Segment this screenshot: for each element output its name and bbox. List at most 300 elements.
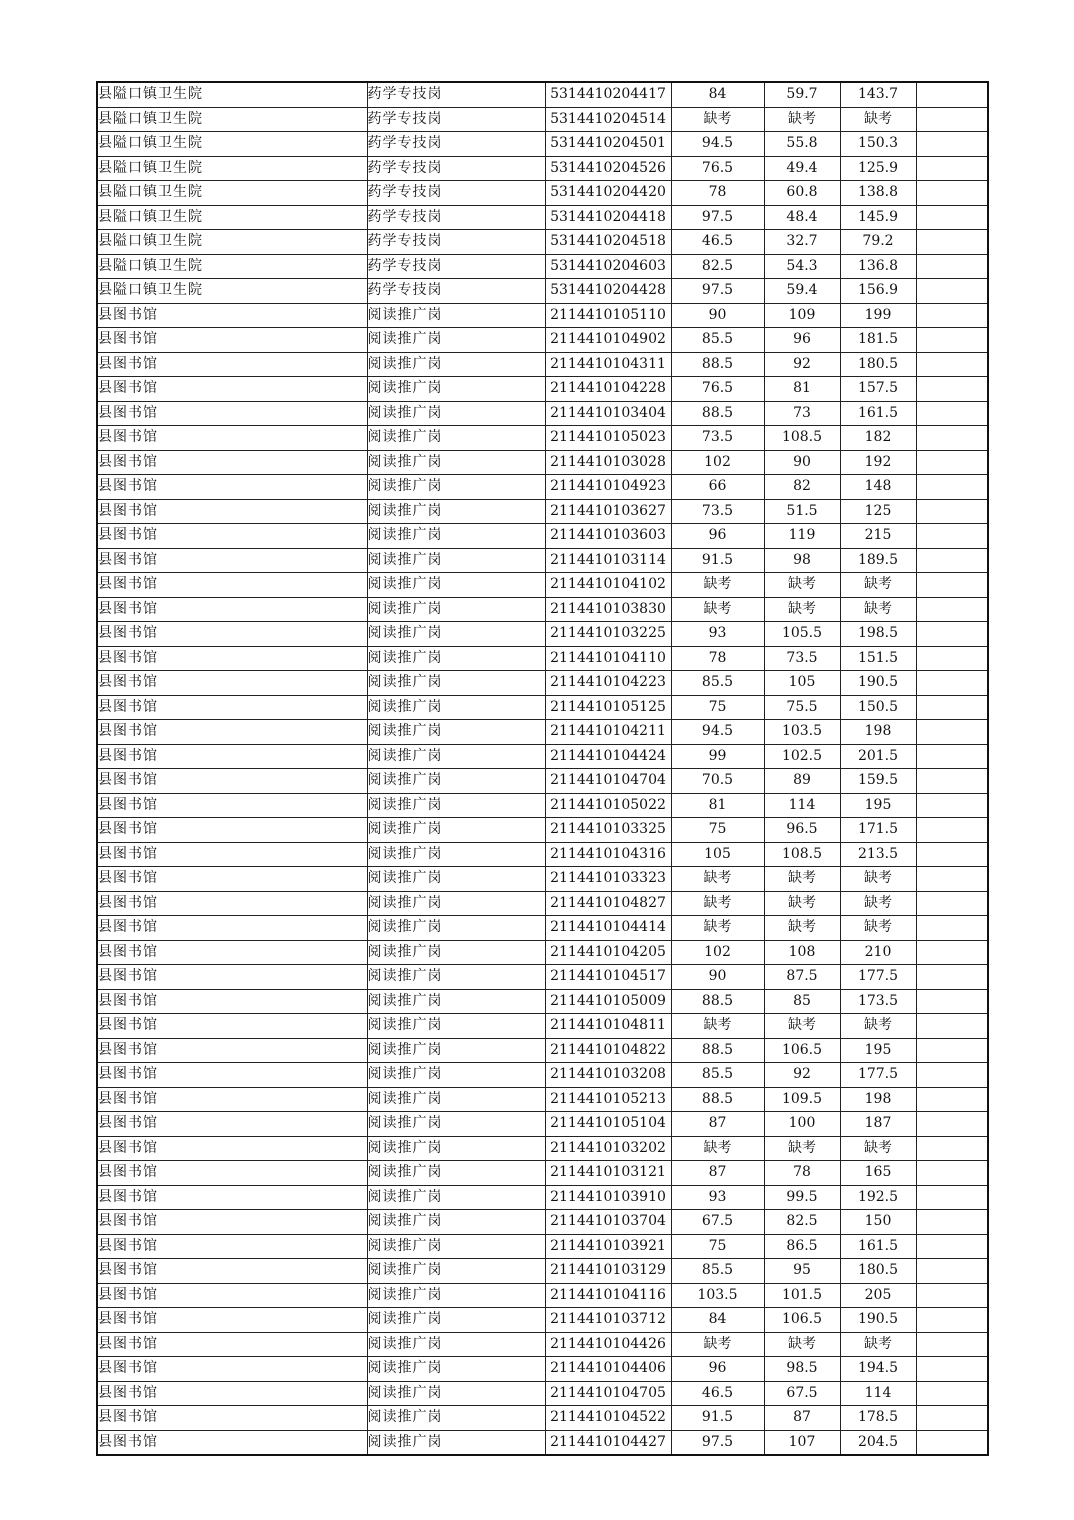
table-row — [97, 1381, 988, 1406]
score-1-cell: 缺考 — [671, 597, 764, 622]
total-score-cell: 161.5 — [840, 1234, 916, 1259]
position-cell: 阅读推广岗 — [367, 548, 545, 573]
score-2-cell: 59.4 — [764, 279, 840, 304]
position-cell: 药学专技岗 — [367, 82, 545, 107]
score-1-cell: 90 — [671, 965, 764, 990]
remark-cell — [916, 377, 988, 402]
exam-number-cell: 2114410105009 — [545, 989, 671, 1014]
score-2-cell: 109 — [764, 303, 840, 328]
score-2-cell: 缺考 — [764, 1332, 840, 1357]
remark-cell — [916, 916, 988, 941]
total-score-cell: 180.5 — [840, 352, 916, 377]
remark-cell — [916, 548, 988, 573]
employer-cell: 县图书馆 — [97, 1357, 367, 1382]
score-1-cell: 46.5 — [671, 230, 764, 255]
score-2-cell: 105.5 — [764, 622, 840, 647]
remark-cell — [916, 1185, 988, 1210]
remark-cell — [916, 1381, 988, 1406]
position-cell: 阅读推广岗 — [367, 989, 545, 1014]
table-row — [97, 573, 988, 598]
score-1-cell: 75 — [671, 1234, 764, 1259]
table-row — [97, 720, 988, 745]
score-2-cell: 95 — [764, 1259, 840, 1284]
exam-number-cell: 2114410103404 — [545, 401, 671, 426]
score-2-cell: 114 — [764, 793, 840, 818]
score-1-cell: 78 — [671, 181, 764, 206]
total-score-cell: 204.5 — [840, 1430, 916, 1455]
total-score-cell: 缺考 — [840, 107, 916, 132]
score-2-cell: 54.3 — [764, 254, 840, 279]
position-cell: 阅读推广岗 — [367, 426, 545, 451]
employer-cell: 县图书馆 — [97, 1308, 367, 1333]
remark-cell — [916, 1161, 988, 1186]
score-sheet — [96, 81, 989, 1456]
table-row — [97, 377, 988, 402]
score-1-cell: 78 — [671, 646, 764, 671]
remark-cell — [916, 524, 988, 549]
total-score-cell: 148 — [840, 475, 916, 500]
total-score-cell: 178.5 — [840, 1406, 916, 1431]
score-2-cell: 73.5 — [764, 646, 840, 671]
table-row — [97, 230, 988, 255]
table-row — [97, 671, 988, 696]
exam-number-cell: 2114410104110 — [545, 646, 671, 671]
score-1-cell: 缺考 — [671, 1136, 764, 1161]
remark-cell — [916, 1283, 988, 1308]
score-1-cell: 93 — [671, 622, 764, 647]
remark-cell — [916, 573, 988, 598]
table-row — [97, 303, 988, 328]
employer-cell: 县图书馆 — [97, 597, 367, 622]
remark-cell — [916, 156, 988, 181]
table-row — [97, 1283, 988, 1308]
position-cell: 阅读推广岗 — [367, 940, 545, 965]
position-cell: 阅读推广岗 — [367, 1381, 545, 1406]
table-row — [97, 744, 988, 769]
total-score-cell: 192 — [840, 450, 916, 475]
table-row — [97, 82, 988, 107]
score-1-cell: 76.5 — [671, 156, 764, 181]
score-2-cell: 87 — [764, 1406, 840, 1431]
position-cell: 阅读推广岗 — [367, 303, 545, 328]
remark-cell — [916, 1210, 988, 1235]
table-row — [97, 1161, 988, 1186]
score-1-cell: 缺考 — [671, 891, 764, 916]
score-1-cell: 85.5 — [671, 1063, 764, 1088]
employer-cell: 县图书馆 — [97, 1136, 367, 1161]
score-1-cell: 90 — [671, 303, 764, 328]
position-cell: 阅读推广岗 — [367, 328, 545, 353]
remark-cell — [916, 695, 988, 720]
table-row — [97, 1185, 988, 1210]
total-score-cell: 177.5 — [840, 1063, 916, 1088]
position-cell: 阅读推广岗 — [367, 769, 545, 794]
exam-number-cell: 2114410104414 — [545, 916, 671, 941]
score-1-cell: 81 — [671, 793, 764, 818]
score-1-cell: 67.5 — [671, 1210, 764, 1235]
employer-cell: 县图书馆 — [97, 475, 367, 500]
employer-cell: 县图书馆 — [97, 1259, 367, 1284]
table-row — [97, 1357, 988, 1382]
position-cell: 阅读推广岗 — [367, 1308, 545, 1333]
score-1-cell: 46.5 — [671, 1381, 764, 1406]
position-cell: 阅读推广岗 — [367, 695, 545, 720]
score-1-cell: 103.5 — [671, 1283, 764, 1308]
employer-cell: 县图书馆 — [97, 426, 367, 451]
table-row — [97, 646, 988, 671]
remark-cell — [916, 965, 988, 990]
score-1-cell: 102 — [671, 940, 764, 965]
remark-cell — [916, 1136, 988, 1161]
table-row — [97, 622, 988, 647]
employer-cell: 县图书馆 — [97, 916, 367, 941]
employer-cell: 县隘口镇卫生院 — [97, 230, 367, 255]
score-2-cell: 82.5 — [764, 1210, 840, 1235]
total-score-cell: 171.5 — [840, 818, 916, 843]
remark-cell — [916, 1332, 988, 1357]
position-cell: 阅读推广岗 — [367, 573, 545, 598]
position-cell: 阅读推广岗 — [367, 1161, 545, 1186]
score-2-cell: 92 — [764, 352, 840, 377]
table-row — [97, 1406, 988, 1431]
exam-number-cell: 2114410104704 — [545, 769, 671, 794]
total-score-cell: 180.5 — [840, 1259, 916, 1284]
position-cell: 药学专技岗 — [367, 205, 545, 230]
remark-cell — [916, 401, 988, 426]
table-row — [97, 989, 988, 1014]
table-row — [97, 1430, 988, 1455]
score-2-cell: 85 — [764, 989, 840, 1014]
total-score-cell: 150 — [840, 1210, 916, 1235]
employer-cell: 县图书馆 — [97, 1063, 367, 1088]
employer-cell: 县隘口镇卫生院 — [97, 107, 367, 132]
employer-cell: 县图书馆 — [97, 1406, 367, 1431]
employer-cell: 县图书馆 — [97, 450, 367, 475]
score-1-cell: 97.5 — [671, 205, 764, 230]
score-1-cell: 94.5 — [671, 720, 764, 745]
exam-number-cell: 5314410204603 — [545, 254, 671, 279]
employer-cell: 县隘口镇卫生院 — [97, 82, 367, 107]
remark-cell — [916, 1063, 988, 1088]
table-row — [97, 499, 988, 524]
score-2-cell: 82 — [764, 475, 840, 500]
employer-cell: 县图书馆 — [97, 842, 367, 867]
employer-cell: 县图书馆 — [97, 744, 367, 769]
table-row — [97, 940, 988, 965]
table-row — [97, 1308, 988, 1333]
position-cell: 阅读推广岗 — [367, 597, 545, 622]
employer-cell: 县图书馆 — [97, 965, 367, 990]
total-score-cell: 缺考 — [840, 916, 916, 941]
remark-cell — [916, 818, 988, 843]
exam-number-cell: 2114410104311 — [545, 352, 671, 377]
table-row — [97, 426, 988, 451]
remark-cell — [916, 597, 988, 622]
score-1-cell: 94.5 — [671, 132, 764, 157]
total-score-cell: 150.5 — [840, 695, 916, 720]
table-row — [97, 769, 988, 794]
score-1-cell: 84 — [671, 82, 764, 107]
score-2-cell: 49.4 — [764, 156, 840, 181]
total-score-cell: 173.5 — [840, 989, 916, 1014]
position-cell: 阅读推广岗 — [367, 646, 545, 671]
score-2-cell: 100 — [764, 1112, 840, 1137]
total-score-cell: 194.5 — [840, 1357, 916, 1382]
table-row — [97, 1136, 988, 1161]
exam-number-cell: 2114410104822 — [545, 1038, 671, 1063]
total-score-cell: 150.3 — [840, 132, 916, 157]
table-row — [97, 352, 988, 377]
score-2-cell: 101.5 — [764, 1283, 840, 1308]
total-score-cell: 187 — [840, 1112, 916, 1137]
employer-cell: 县图书馆 — [97, 548, 367, 573]
score-2-cell: 92 — [764, 1063, 840, 1088]
remark-cell — [916, 475, 988, 500]
exam-number-cell: 2114410104827 — [545, 891, 671, 916]
position-cell: 阅读推广岗 — [367, 867, 545, 892]
score-2-cell: 67.5 — [764, 1381, 840, 1406]
exam-number-cell: 2114410104316 — [545, 842, 671, 867]
table-row — [97, 475, 988, 500]
remark-cell — [916, 450, 988, 475]
score-2-cell: 108.5 — [764, 842, 840, 867]
exam-number-cell: 2114410103704 — [545, 1210, 671, 1235]
score-2-cell: 87.5 — [764, 965, 840, 990]
score-2-cell: 48.4 — [764, 205, 840, 230]
exam-number-cell: 2114410103603 — [545, 524, 671, 549]
position-cell: 阅读推广岗 — [367, 793, 545, 818]
remark-cell — [916, 622, 988, 647]
total-score-cell: 145.9 — [840, 205, 916, 230]
total-score-cell: 213.5 — [840, 842, 916, 867]
score-table — [96, 81, 989, 1456]
exam-number-cell: 2114410104811 — [545, 1014, 671, 1039]
employer-cell: 县图书馆 — [97, 352, 367, 377]
employer-cell: 县图书馆 — [97, 377, 367, 402]
remark-cell — [916, 352, 988, 377]
position-cell: 药学专技岗 — [367, 132, 545, 157]
exam-number-cell: 2114410104705 — [545, 1381, 671, 1406]
remark-cell — [916, 646, 988, 671]
employer-cell: 县隘口镇卫生院 — [97, 181, 367, 206]
score-2-cell: 缺考 — [764, 107, 840, 132]
employer-cell: 县图书馆 — [97, 1283, 367, 1308]
exam-number-cell: 2114410105022 — [545, 793, 671, 818]
exam-number-cell: 2114410104228 — [545, 377, 671, 402]
remark-cell — [916, 254, 988, 279]
score-2-cell: 32.7 — [764, 230, 840, 255]
score-1-cell: 88.5 — [671, 352, 764, 377]
remark-cell — [916, 940, 988, 965]
remark-cell — [916, 181, 988, 206]
table-row — [97, 793, 988, 818]
remark-cell — [916, 303, 988, 328]
total-score-cell: 198 — [840, 720, 916, 745]
position-cell: 阅读推广岗 — [367, 891, 545, 916]
employer-cell: 县图书馆 — [97, 818, 367, 843]
score-2-cell: 89 — [764, 769, 840, 794]
position-cell: 阅读推广岗 — [367, 720, 545, 745]
exam-number-cell: 2114410105110 — [545, 303, 671, 328]
position-cell: 阅读推广岗 — [367, 1136, 545, 1161]
exam-number-cell: 5314410204518 — [545, 230, 671, 255]
table-row — [97, 524, 988, 549]
score-1-cell: 75 — [671, 695, 764, 720]
table-row — [97, 107, 988, 132]
score-1-cell: 76.5 — [671, 377, 764, 402]
exam-number-cell: 2114410103712 — [545, 1308, 671, 1333]
remark-cell — [916, 891, 988, 916]
total-score-cell: 189.5 — [840, 548, 916, 573]
table-row — [97, 328, 988, 353]
exam-number-cell: 2114410105125 — [545, 695, 671, 720]
score-1-cell: 66 — [671, 475, 764, 500]
position-cell: 阅读推广岗 — [367, 744, 545, 769]
total-score-cell: 161.5 — [840, 401, 916, 426]
score-1-cell: 96 — [671, 524, 764, 549]
exam-number-cell: 2114410104223 — [545, 671, 671, 696]
position-cell: 阅读推广岗 — [367, 965, 545, 990]
score-2-cell: 60.8 — [764, 181, 840, 206]
total-score-cell: 缺考 — [840, 867, 916, 892]
total-score-cell: 198.5 — [840, 622, 916, 647]
total-score-cell: 195 — [840, 1038, 916, 1063]
score-table-body — [97, 82, 988, 1455]
score-2-cell: 81 — [764, 377, 840, 402]
score-2-cell: 86.5 — [764, 1234, 840, 1259]
score-2-cell: 缺考 — [764, 867, 840, 892]
total-score-cell: 182 — [840, 426, 916, 451]
score-1-cell: 缺考 — [671, 867, 764, 892]
score-2-cell: 缺考 — [764, 597, 840, 622]
total-score-cell: 79.2 — [840, 230, 916, 255]
total-score-cell: 190.5 — [840, 671, 916, 696]
score-1-cell: 91.5 — [671, 548, 764, 573]
total-score-cell: 157.5 — [840, 377, 916, 402]
position-cell: 阅读推广岗 — [367, 1087, 545, 1112]
score-1-cell: 102 — [671, 450, 764, 475]
employer-cell: 县隘口镇卫生院 — [97, 132, 367, 157]
score-1-cell: 97.5 — [671, 279, 764, 304]
total-score-cell: 210 — [840, 940, 916, 965]
employer-cell: 县图书馆 — [97, 1014, 367, 1039]
exam-number-cell: 2114410104517 — [545, 965, 671, 990]
score-1-cell: 84 — [671, 1308, 764, 1333]
table-row — [97, 597, 988, 622]
exam-number-cell: 2114410104522 — [545, 1406, 671, 1431]
employer-cell: 县隘口镇卫生院 — [97, 254, 367, 279]
score-2-cell: 78 — [764, 1161, 840, 1186]
remark-cell — [916, 989, 988, 1014]
table-row — [97, 1014, 988, 1039]
total-score-cell: 190.5 — [840, 1308, 916, 1333]
position-cell: 阅读推广岗 — [367, 1185, 545, 1210]
exam-number-cell: 2114410103225 — [545, 622, 671, 647]
position-cell: 药学专技岗 — [367, 156, 545, 181]
score-1-cell: 88.5 — [671, 989, 764, 1014]
score-2-cell: 96 — [764, 328, 840, 353]
exam-number-cell: 2114410103323 — [545, 867, 671, 892]
remark-cell — [916, 1406, 988, 1431]
score-1-cell: 88.5 — [671, 1038, 764, 1063]
exam-number-cell: 5314410204418 — [545, 205, 671, 230]
table-row — [97, 916, 988, 941]
score-1-cell: 缺考 — [671, 573, 764, 598]
remark-cell — [916, 793, 988, 818]
score-2-cell: 缺考 — [764, 573, 840, 598]
total-score-cell: 138.8 — [840, 181, 916, 206]
remark-cell — [916, 720, 988, 745]
employer-cell: 县图书馆 — [97, 1185, 367, 1210]
score-1-cell: 85.5 — [671, 671, 764, 696]
table-row — [97, 867, 988, 892]
score-1-cell: 缺考 — [671, 1014, 764, 1039]
total-score-cell: 192.5 — [840, 1185, 916, 1210]
employer-cell: 县隘口镇卫生院 — [97, 205, 367, 230]
total-score-cell: 156.9 — [840, 279, 916, 304]
score-2-cell: 98 — [764, 548, 840, 573]
score-2-cell: 102.5 — [764, 744, 840, 769]
score-1-cell: 105 — [671, 842, 764, 867]
employer-cell: 县图书馆 — [97, 499, 367, 524]
exam-number-cell: 2114410104424 — [545, 744, 671, 769]
position-cell: 阅读推广岗 — [367, 1112, 545, 1137]
exam-number-cell: 2114410104427 — [545, 1430, 671, 1455]
employer-cell: 县图书馆 — [97, 989, 367, 1014]
exam-number-cell: 5314410204420 — [545, 181, 671, 206]
remark-cell — [916, 82, 988, 107]
table-row — [97, 965, 988, 990]
score-2-cell: 90 — [764, 450, 840, 475]
exam-number-cell: 2114410103921 — [545, 1234, 671, 1259]
employer-cell: 县图书馆 — [97, 1210, 367, 1235]
table-row — [97, 181, 988, 206]
exam-number-cell: 2114410103121 — [545, 1161, 671, 1186]
score-1-cell: 缺考 — [671, 107, 764, 132]
table-row — [97, 695, 988, 720]
employer-cell: 县图书馆 — [97, 793, 367, 818]
position-cell: 阅读推广岗 — [367, 401, 545, 426]
exam-number-cell: 2114410103129 — [545, 1259, 671, 1284]
exam-number-cell: 2114410104902 — [545, 328, 671, 353]
exam-number-cell: 2114410103028 — [545, 450, 671, 475]
total-score-cell: 143.7 — [840, 82, 916, 107]
remark-cell — [916, 426, 988, 451]
remark-cell — [916, 671, 988, 696]
position-cell: 阅读推广岗 — [367, 1063, 545, 1088]
employer-cell: 县图书馆 — [97, 524, 367, 549]
score-2-cell: 107 — [764, 1430, 840, 1455]
position-cell: 阅读推广岗 — [367, 916, 545, 941]
exam-number-cell: 5314410204417 — [545, 82, 671, 107]
total-score-cell: 缺考 — [840, 1332, 916, 1357]
exam-number-cell: 2114410104211 — [545, 720, 671, 745]
employer-cell: 县图书馆 — [97, 940, 367, 965]
position-cell: 药学专技岗 — [367, 279, 545, 304]
total-score-cell: 159.5 — [840, 769, 916, 794]
total-score-cell: 125.9 — [840, 156, 916, 181]
remark-cell — [916, 769, 988, 794]
remark-cell — [916, 1430, 988, 1455]
position-cell: 阅读推广岗 — [367, 475, 545, 500]
score-1-cell: 87 — [671, 1161, 764, 1186]
score-1-cell: 93 — [671, 1185, 764, 1210]
position-cell: 阅读推广岗 — [367, 842, 545, 867]
position-cell: 阅读推广岗 — [367, 1210, 545, 1235]
remark-cell — [916, 744, 988, 769]
table-row — [97, 1087, 988, 1112]
table-row — [97, 279, 988, 304]
